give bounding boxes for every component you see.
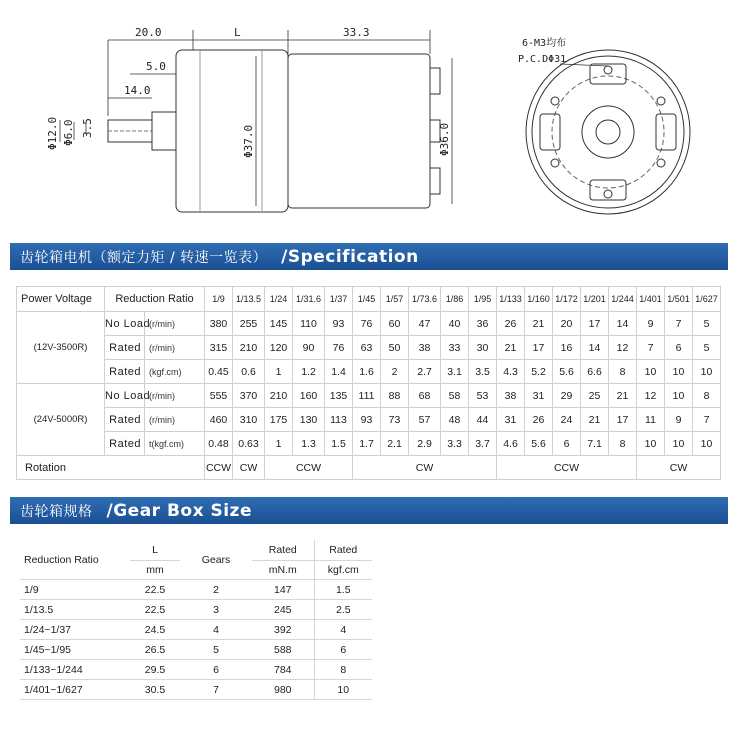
dim-d37-label: Φ37.0: [242, 124, 255, 158]
value-cell: 11: [637, 408, 665, 432]
dim-d12-label: Φ12.0: [46, 116, 59, 150]
ratio-header-cell: 1/73.6: [409, 287, 441, 312]
gear-torque-mnm-cell: 392: [252, 620, 314, 640]
value-cell: 7: [693, 408, 721, 432]
value-cell: 135: [325, 384, 353, 408]
gear-torque-mnm-cell: 784: [252, 660, 314, 680]
power-voltage-header: Power Voltage: [17, 287, 105, 312]
value-cell: 1: [265, 432, 293, 456]
value-cell: 6.6: [581, 360, 609, 384]
value-cell: 7: [665, 312, 693, 336]
ratio-header-cell: 1/172: [553, 287, 581, 312]
value-cell: 10: [693, 432, 721, 456]
value-cell: 210: [265, 384, 293, 408]
ratio-header-cell: 1/201: [581, 287, 609, 312]
ratio-header-cell: 1/31.6: [293, 287, 325, 312]
value-cell: 1.6: [353, 360, 381, 384]
value-cell: 1.5: [325, 432, 353, 456]
gearbox-banner-en: /Gear Box Size: [106, 500, 252, 521]
value-cell: 10: [665, 360, 693, 384]
value-cell: 90: [293, 336, 325, 360]
rotation-cell: CW: [353, 456, 497, 480]
value-cell: 1.3: [293, 432, 325, 456]
value-cell: 145: [265, 312, 293, 336]
gear-torque-kgf-cell: 10: [314, 680, 372, 700]
ratio-header-cell: 1/9: [205, 287, 233, 312]
value-cell: 93: [325, 312, 353, 336]
value-cell: 10: [665, 384, 693, 408]
value-cell: 5.6: [525, 432, 553, 456]
value-cell: 7: [637, 336, 665, 360]
gearbox-row: [20, 640, 372, 660]
value-cell: 20: [553, 312, 581, 336]
value-cell: 2.9: [409, 432, 441, 456]
value-cell: 93: [353, 408, 381, 432]
value-cell: 10: [637, 360, 665, 384]
dim-d6-label: Φ6.0: [62, 119, 75, 146]
gear-torque-kgf-cell: 8: [314, 660, 372, 680]
gearbox-row: [20, 660, 372, 680]
value-cell: 14: [609, 312, 637, 336]
specification-banner-cn: 齿轮箱电机（额定力矩 / 转速一览表）: [20, 249, 268, 266]
spec-header-row: [17, 287, 721, 312]
value-cell: 1.4: [325, 360, 353, 384]
rotation-cell: CCW: [265, 456, 353, 480]
value-cell: 31: [525, 384, 553, 408]
unit-cell: (r/min): [145, 312, 205, 336]
value-cell: 0.6: [233, 360, 265, 384]
rotation-label: Rotation: [17, 456, 205, 480]
unit-cell: t(kgf.cm): [145, 432, 205, 456]
gear-torque-mnm-cell: 245: [252, 600, 314, 620]
ratio-header-cell: 1/95: [469, 287, 497, 312]
gear-count-cell: 5: [180, 640, 252, 660]
ratio-header-cell: 1/37: [325, 287, 353, 312]
value-cell: 255: [233, 312, 265, 336]
value-cell: 16: [553, 336, 581, 360]
value-cell: 31: [497, 408, 525, 432]
condition-cell: Rated: [105, 432, 145, 456]
value-cell: 17: [581, 312, 609, 336]
ratio-header-cell: 1/133: [497, 287, 525, 312]
spec-data-row: [17, 312, 721, 336]
value-cell: 25: [581, 384, 609, 408]
gear-ratio-cell: 1/401~1/627: [20, 680, 130, 700]
value-cell: 1.2: [293, 360, 325, 384]
specification-banner-en: /Specification: [281, 246, 419, 267]
value-cell: 50: [381, 336, 409, 360]
value-cell: 2: [381, 360, 409, 384]
spec-data-row: [17, 384, 721, 408]
value-cell: 33: [441, 336, 469, 360]
value-cell: 21: [609, 384, 637, 408]
condition-cell: Rated: [105, 408, 145, 432]
value-cell: 0.45: [205, 360, 233, 384]
value-cell: 57: [409, 408, 441, 432]
value-cell: 9: [637, 312, 665, 336]
value-cell: 3.7: [469, 432, 497, 456]
ratio-header-cell: 1/401: [637, 287, 665, 312]
value-cell: 48: [441, 408, 469, 432]
value-cell: 4.3: [497, 360, 525, 384]
value-cell: 2.1: [381, 432, 409, 456]
value-cell: 315: [205, 336, 233, 360]
spec-data-row: [17, 360, 721, 384]
value-cell: 3.3: [441, 432, 469, 456]
value-cell: 73: [381, 408, 409, 432]
value-cell: 3.1: [441, 360, 469, 384]
gearbox-body: [176, 50, 288, 212]
gearbox-row: [20, 600, 372, 620]
gearbox-row: [20, 620, 372, 640]
gear-torque-kgf-cell: 6: [314, 640, 372, 660]
value-cell: 76: [325, 336, 353, 360]
gear-count-cell: 4: [180, 620, 252, 640]
value-cell: 4.6: [497, 432, 525, 456]
ratio-header-cell: 1/244: [609, 287, 637, 312]
value-cell: 60: [381, 312, 409, 336]
value-cell: 10: [665, 432, 693, 456]
rotation-cell: CW: [233, 456, 265, 480]
dim-5-label: 5.0: [146, 60, 166, 73]
rotation-row: [17, 456, 721, 480]
value-cell: 120: [265, 336, 293, 360]
gear-torque-mnm-cell: 588: [252, 640, 314, 660]
value-cell: 17: [609, 408, 637, 432]
gear-header-gears: Gears: [180, 540, 252, 580]
value-cell: 76: [353, 312, 381, 336]
value-cell: 555: [205, 384, 233, 408]
end-view: [526, 50, 690, 214]
rotation-cell: CCW: [205, 456, 233, 480]
ratio-header-cell: 1/45: [353, 287, 381, 312]
unit-cell: (r/min): [145, 384, 205, 408]
value-cell: 5: [693, 336, 721, 360]
gear-header-l-unit: mm: [130, 561, 180, 580]
gear-count-cell: 3: [180, 600, 252, 620]
unit-cell: (r/min): [145, 408, 205, 432]
gear-torque-mnm-cell: 980: [252, 680, 314, 700]
gear-length-cell: 30.5: [130, 680, 180, 700]
voltage-cell: (12V-3500R): [17, 312, 105, 384]
gear-header-ratio: Reduction Ratio: [20, 540, 130, 580]
value-cell: 63: [353, 336, 381, 360]
value-cell: 3.5: [469, 360, 497, 384]
unit-cell: (kgf.cm): [145, 360, 205, 384]
value-cell: 36: [469, 312, 497, 336]
condition-cell: Rated: [105, 360, 145, 384]
spec-data-row: [17, 408, 721, 432]
ratio-header-cell: 1/160: [525, 287, 553, 312]
reduction-ratio-header: Reduction Ratio: [105, 287, 205, 312]
value-cell: 10: [693, 360, 721, 384]
condition-cell: No Load: [105, 384, 145, 408]
dim-d36-label: Φ36.0: [438, 122, 451, 156]
terminal-bottom: [430, 168, 440, 194]
value-cell: 310: [233, 408, 265, 432]
value-cell: 47: [409, 312, 441, 336]
specification-table: [16, 286, 721, 480]
gear-header-rated-mnm: Rated: [252, 540, 314, 561]
value-cell: 111: [353, 384, 381, 408]
gear-count-cell: 2: [180, 580, 252, 600]
value-cell: 30: [469, 336, 497, 360]
value-cell: 26: [525, 408, 553, 432]
value-cell: 9: [665, 408, 693, 432]
value-cell: 58: [441, 384, 469, 408]
ratio-header-cell: 1/57: [381, 287, 409, 312]
value-cell: 110: [293, 312, 325, 336]
value-cell: 113: [325, 408, 353, 432]
terminal-top: [430, 68, 440, 94]
value-cell: 5.6: [553, 360, 581, 384]
value-cell: 38: [497, 384, 525, 408]
value-cell: 8: [609, 360, 637, 384]
motor-dimension-drawing: [0, 0, 750, 238]
gearbox-banner-cn: 齿轮箱规格: [20, 503, 93, 520]
motor-body: [288, 54, 430, 208]
value-cell: 12: [609, 336, 637, 360]
shaft-collar: [152, 112, 176, 150]
value-cell: 17: [525, 336, 553, 360]
gear-length-cell: 24.5: [130, 620, 180, 640]
value-cell: 175: [265, 408, 293, 432]
value-cell: 14: [581, 336, 609, 360]
value-cell: 8: [693, 384, 721, 408]
value-cell: 21: [581, 408, 609, 432]
gear-torque-kgf-cell: 1.5: [314, 580, 372, 600]
value-cell: 0.63: [233, 432, 265, 456]
value-cell: 7.1: [581, 432, 609, 456]
gear-length-cell: 22.5: [130, 580, 180, 600]
gearbox-row: [20, 680, 372, 700]
screws-note: 6-M3均布: [522, 38, 567, 49]
value-cell: 53: [469, 384, 497, 408]
value-cell: 10: [637, 432, 665, 456]
value-cell: 8: [609, 432, 637, 456]
gear-count-cell: 7: [180, 680, 252, 700]
gear-header-l: L: [130, 540, 180, 561]
gear-header-mnm-unit: mN.m: [252, 561, 314, 580]
value-cell: 2.7: [409, 360, 441, 384]
gear-ratio-cell: 1/9: [20, 580, 130, 600]
condition-cell: No Load: [105, 312, 145, 336]
value-cell: 12: [637, 384, 665, 408]
gear-torque-kgf-cell: 2.5: [314, 600, 372, 620]
pcd-note: P.C.DΦ31: [518, 54, 567, 65]
dim-14-label: 14.0: [124, 84, 151, 97]
value-cell: 130: [293, 408, 325, 432]
value-cell: 29: [553, 384, 581, 408]
gearbox-table: [20, 540, 372, 700]
gear-ratio-cell: 1/45~1/95: [20, 640, 130, 660]
dim-33-label: 33.3: [343, 26, 370, 39]
value-cell: 5.2: [525, 360, 553, 384]
gear-length-cell: 22.5: [130, 600, 180, 620]
gear-header-rated-kgf: Rated: [314, 540, 372, 561]
value-cell: 370: [233, 384, 265, 408]
ratio-header-cell: 1/627: [693, 287, 721, 312]
dim-20-label: 20.0: [135, 26, 162, 39]
gear-length-cell: 29.5: [130, 660, 180, 680]
voltage-cell: (24V-5000R): [17, 384, 105, 456]
gear-ratio-cell: 1/133~1/244: [20, 660, 130, 680]
value-cell: 6: [553, 432, 581, 456]
gear-header-kgf-unit: kgf.cm: [314, 561, 372, 580]
unit-cell: (r/min): [145, 336, 205, 360]
value-cell: 1.7: [353, 432, 381, 456]
specification-banner: [10, 243, 728, 270]
value-cell: 24: [553, 408, 581, 432]
spec-data-row: [17, 336, 721, 360]
condition-cell: Rated: [105, 336, 145, 360]
value-cell: 5: [693, 312, 721, 336]
ratio-header-cell: 1/86: [441, 287, 469, 312]
value-cell: 1: [265, 360, 293, 384]
gear-torque-mnm-cell: 147: [252, 580, 314, 600]
value-cell: 38: [409, 336, 441, 360]
value-cell: 6: [665, 336, 693, 360]
rotation-cell: CW: [637, 456, 721, 480]
gear-ratio-cell: 1/24~1/37: [20, 620, 130, 640]
value-cell: 21: [525, 312, 553, 336]
value-cell: 88: [381, 384, 409, 408]
dim-l-label: L: [234, 26, 241, 39]
value-cell: 40: [441, 312, 469, 336]
gear-length-cell: 26.5: [130, 640, 180, 660]
value-cell: 160: [293, 384, 325, 408]
gear-ratio-cell: 1/13.5: [20, 600, 130, 620]
value-cell: 21: [497, 336, 525, 360]
gearbox-banner: [10, 497, 728, 524]
value-cell: 380: [205, 312, 233, 336]
ratio-header-cell: 1/13.5: [233, 287, 265, 312]
value-cell: 26: [497, 312, 525, 336]
gear-count-cell: 6: [180, 660, 252, 680]
gearbox-row: [20, 580, 372, 600]
dim-35-label: 3.5: [81, 118, 94, 138]
ratio-header-cell: 1/24: [265, 287, 293, 312]
spec-data-row: [17, 432, 721, 456]
value-cell: 68: [409, 384, 441, 408]
value-cell: 44: [469, 408, 497, 432]
ratio-header-cell: 1/501: [665, 287, 693, 312]
value-cell: 210: [233, 336, 265, 360]
value-cell: 0.48: [205, 432, 233, 456]
value-cell: 460: [205, 408, 233, 432]
rotation-cell: CCW: [497, 456, 637, 480]
gear-torque-kgf-cell: 4: [314, 620, 372, 640]
